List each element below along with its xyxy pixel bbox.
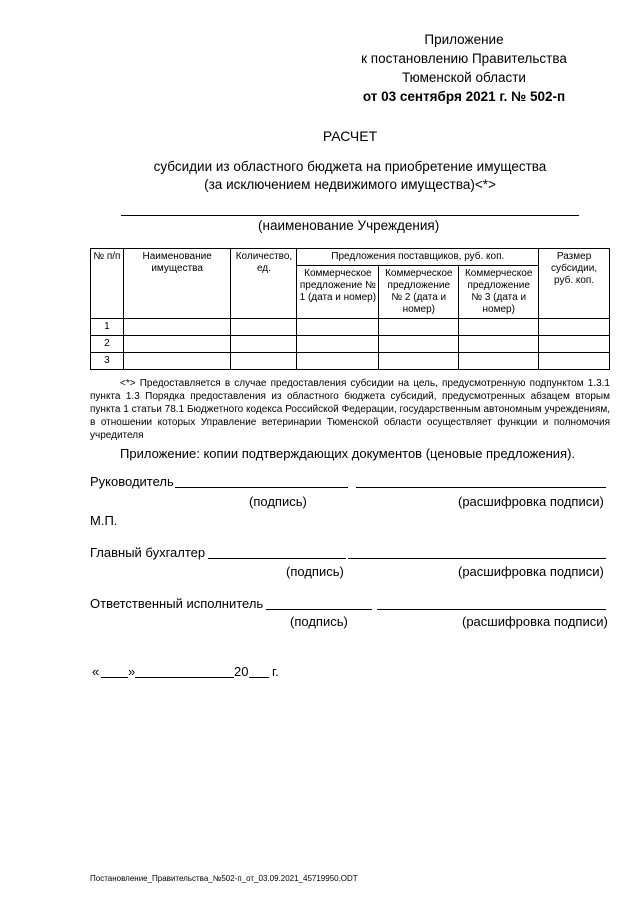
date-year-line[interactable]	[249, 677, 269, 678]
appendix-line-3: Тюменской области	[402, 70, 526, 85]
cell-qty[interactable]	[231, 336, 297, 353]
chief-accountant-signature-caption: (подпись)	[286, 564, 344, 579]
cell-offer-2[interactable]	[379, 353, 459, 370]
appendix-line-1: Приложение	[424, 32, 504, 47]
header-offer-1: Коммерческое предложение № 1 (дата и номер)	[297, 266, 379, 319]
subtitle-line-1: субсидии из областного бюджета на приобретение имущества	[153, 159, 547, 174]
cell-subsidy[interactable]	[539, 336, 610, 353]
header-name: Наименование имущества	[123, 249, 231, 319]
cell-offer-3[interactable]	[459, 319, 539, 336]
date-day-line[interactable]	[101, 677, 128, 678]
head-label: Руководитель	[90, 474, 174, 489]
head-signature-line[interactable]	[175, 487, 348, 488]
responsible-signature-line[interactable]	[266, 609, 372, 610]
date-open-quote: «	[92, 664, 100, 679]
cell-offer-1[interactable]	[297, 336, 379, 353]
head-decoding-caption: (расшифровка подписи)	[458, 494, 604, 509]
cell-subsidy[interactable]	[539, 319, 610, 336]
header-offer-3: Коммерческое предложение № 3 (дата и номер)	[459, 266, 539, 319]
row-number: 2	[91, 336, 124, 353]
appendix-date: от 03 сентября 2021 г. № 502-п	[362, 89, 566, 104]
header-num: № п/п	[91, 249, 124, 319]
appendix-block	[334, 30, 594, 106]
document-title: РАСЧЕТ	[322, 128, 378, 144]
cell-offer-2[interactable]	[379, 336, 459, 353]
date-close-quote: »	[128, 664, 136, 679]
date-year-suffix: г.	[272, 664, 279, 679]
cell-name[interactable]	[123, 336, 231, 353]
stamp-label: М.П.	[90, 513, 118, 528]
date-year-prefix: 20	[234, 664, 249, 679]
date-month-line[interactable]	[135, 677, 234, 678]
row-number: 3	[91, 353, 124, 370]
institution-name-line[interactable]	[121, 215, 579, 216]
table-row	[91, 319, 610, 336]
header-qty: Количество, ед.	[231, 249, 297, 319]
responsible-signature-caption: (подпись)	[290, 614, 348, 629]
cell-qty[interactable]	[231, 319, 297, 336]
cell-qty[interactable]	[231, 353, 297, 370]
table-row	[91, 353, 610, 370]
chief-accountant-label: Главный бухгалтер	[90, 545, 206, 560]
responsible-decoding-line[interactable]	[377, 609, 606, 610]
responsible-decoding-caption: (расшифровка подписи)	[462, 614, 608, 629]
footer-filename: Постановление_Правительства_№502-п_от_03.09.2021_45719950.ODT	[90, 874, 358, 883]
chief-accountant-decoding-line[interactable]	[348, 558, 606, 559]
responsible-label: Ответственный исполнитель	[90, 596, 264, 611]
attachment-text: Приложение: копии подтверждающих документов (ценовые предложения).	[120, 446, 576, 461]
footnote: <*> Предоставляется в случае предоставления субсидии на цель, предусмотренную подпунктом 1.3.1 пункта 1.3 Порядка предоставления из областного бюджета субсидий, предусмотренных абзацем вторым пункта 1 статьи 78.1 Бюджетного кодекса Российской Федерации, государственным автономным учреждениям, в отношении которых Управление ветеринарии Тюменской области осуществляет функции и полномочия учредителя	[90, 378, 610, 441]
cell-offer-1[interactable]	[297, 353, 379, 370]
header-offers: Предложения поставщиков, руб. коп.	[297, 249, 539, 266]
header-offer-2: Коммерческое предложение № 2 (дата и номер)	[379, 266, 459, 319]
cell-name[interactable]	[123, 319, 231, 336]
cell-offer-1[interactable]	[297, 319, 379, 336]
header-subsidy: Размер субсидии, руб. коп.	[539, 249, 610, 319]
cell-offer-3[interactable]	[459, 336, 539, 353]
cell-subsidy[interactable]	[539, 353, 610, 370]
row-number: 1	[91, 319, 124, 336]
cell-name[interactable]	[123, 353, 231, 370]
cell-offer-3[interactable]	[459, 353, 539, 370]
chief-accountant-decoding-caption: (расшифровка подписи)	[458, 564, 604, 579]
head-signature-caption: (подпись)	[249, 494, 307, 509]
calculation-table	[90, 248, 610, 370]
cell-offer-2[interactable]	[379, 319, 459, 336]
appendix-line-2: к постановлению Правительства	[361, 51, 567, 66]
table-row	[91, 336, 610, 353]
subtitle-line-2: (за исключением недвижимого имущества)<*>	[204, 177, 496, 192]
institution-caption: (наименование Учреждения)	[258, 218, 440, 233]
chief-accountant-signature-line[interactable]	[208, 558, 346, 559]
head-decoding-line[interactable]	[356, 487, 606, 488]
